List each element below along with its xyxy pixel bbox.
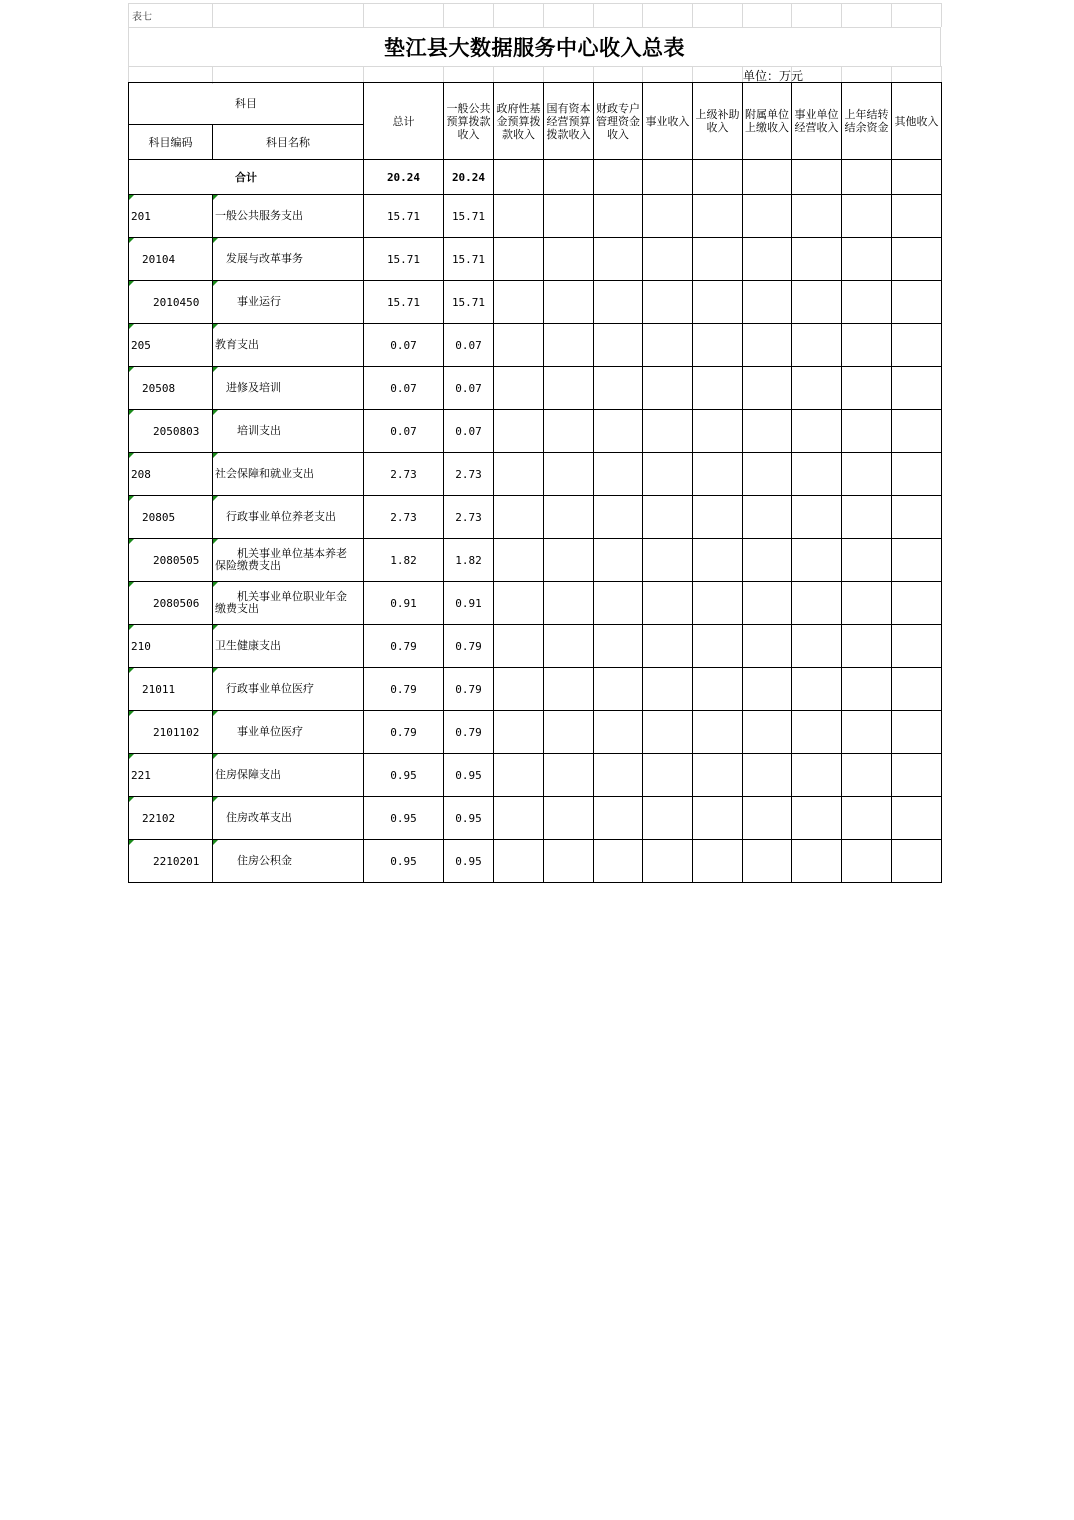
subject-code-cell: 20508: [129, 367, 213, 410]
empty-cell: [544, 711, 594, 754]
general-public-cell: 15.71: [444, 195, 494, 238]
empty-cell: [643, 453, 693, 496]
subject-code-cell: 22102: [129, 797, 213, 840]
empty-cell: [792, 625, 842, 668]
empty-cell: [792, 668, 842, 711]
empty-cell: [743, 711, 792, 754]
empty-cell: [544, 410, 594, 453]
empty-cell: [494, 324, 544, 367]
empty-cell: [892, 754, 942, 797]
sheet-header-area: [128, 3, 941, 84]
empty-cell: [892, 238, 942, 281]
empty-cell: [743, 754, 792, 797]
empty-cell: [842, 281, 892, 324]
table-row: [129, 625, 942, 668]
subject-code-cell: 2010450: [129, 281, 213, 324]
empty-cell: [643, 840, 693, 883]
subject-name-line2: 保险缴费支出: [215, 559, 281, 572]
empty-cell: [743, 840, 792, 883]
empty-cell: [892, 367, 942, 410]
empty-cell: [643, 797, 693, 840]
sheet-label-row: [128, 3, 941, 27]
empty-cell: [643, 539, 693, 582]
empty-cell: [643, 238, 693, 281]
empty-cell: [842, 625, 892, 668]
table-row: [129, 539, 942, 582]
empty-cell: [892, 840, 942, 883]
header-row-1: [129, 83, 942, 125]
subject-code-cell: 2050803: [129, 410, 213, 453]
empty-cell: [693, 238, 743, 281]
empty-cell: [643, 195, 693, 238]
empty-cell: [494, 195, 544, 238]
subject-name-cell: 培训支出: [213, 410, 364, 453]
empty-cell: [892, 668, 942, 711]
general-public-cell: 0.79: [444, 625, 494, 668]
header-subject-name: 科目名称: [213, 125, 364, 160]
empty-cell: [693, 711, 743, 754]
empty-cell: [494, 367, 544, 410]
table-row: [129, 582, 942, 625]
empty-cell: [594, 238, 643, 281]
sheet-label: 表七: [132, 12, 152, 23]
empty-cell: [792, 410, 842, 453]
empty-cell: [792, 754, 842, 797]
general-public-cell: 2.73: [444, 453, 494, 496]
subject-name-cell: 行政事业单位养老支出: [213, 496, 364, 539]
empty-cell: [693, 668, 743, 711]
general-public-cell: 0.95: [444, 797, 494, 840]
empty-cell: [544, 582, 594, 625]
empty-cell: [643, 754, 693, 797]
empty-cell: [693, 840, 743, 883]
total-cell: 2.73: [364, 453, 444, 496]
empty-cell: [892, 625, 942, 668]
empty-cell: [842, 410, 892, 453]
empty-cell: [544, 324, 594, 367]
empty-cell: [792, 281, 842, 324]
empty-cell: [792, 797, 842, 840]
empty-cell: [892, 539, 942, 582]
table-row: [129, 668, 942, 711]
total-label: 合计: [129, 160, 364, 195]
header-fiscal-special: 财政专户管理资金收入: [594, 83, 643, 160]
empty-cell: [594, 668, 643, 711]
empty-cell: [643, 367, 693, 410]
header-total: 总计: [364, 83, 444, 160]
subject-code-cell: 221: [129, 754, 213, 797]
empty-cell: [594, 410, 643, 453]
table-row: [129, 195, 942, 238]
empty-cell: [643, 582, 693, 625]
subject-code-cell: 20104: [129, 238, 213, 281]
total-cell: 0.95: [364, 840, 444, 883]
empty-cell: [792, 324, 842, 367]
empty-cell: [544, 281, 594, 324]
subject-name-cell: 社会保障和就业支出: [213, 453, 364, 496]
general-public-cell: 0.07: [444, 367, 494, 410]
table-row: [129, 797, 942, 840]
empty-cell: [643, 281, 693, 324]
empty-cell: [693, 367, 743, 410]
subject-name-line2: 缴费支出: [215, 602, 259, 615]
empty-cell: [643, 410, 693, 453]
empty-cell: [743, 797, 792, 840]
empty-cell: [594, 281, 643, 324]
empty-cell: [494, 582, 544, 625]
total-sum: 20.24: [364, 160, 444, 195]
empty-cell: [494, 668, 544, 711]
empty-cell: [892, 582, 942, 625]
table-row: [129, 367, 942, 410]
empty-cell: [544, 453, 594, 496]
empty-cell: [494, 754, 544, 797]
empty-cell: [544, 797, 594, 840]
subject-name-cell: 事业单位医疗: [213, 711, 364, 754]
general-public-cell: 0.95: [444, 754, 494, 797]
empty-cell: [842, 668, 892, 711]
total-cell: 0.91: [364, 582, 444, 625]
empty-cell: [643, 625, 693, 668]
empty-cell: [594, 625, 643, 668]
empty-cell: [743, 496, 792, 539]
empty-cell: [842, 324, 892, 367]
empty-cell: [743, 324, 792, 367]
total-cell: 0.79: [364, 668, 444, 711]
empty-cell: [693, 496, 743, 539]
total-cell: 0.07: [364, 410, 444, 453]
empty-cell: [693, 410, 743, 453]
empty-cell: [693, 453, 743, 496]
empty-cell: [743, 539, 792, 582]
subject-code-cell: 2080505: [129, 539, 213, 582]
empty-cell: [892, 797, 942, 840]
header-gov-fund: 政府性基金预算拨款收入: [494, 83, 544, 160]
subject-name-line1: 机关事业单位基本养老: [237, 547, 347, 560]
subject-name-line1: 机关事业单位职业年金: [237, 590, 347, 603]
empty-cell: [842, 453, 892, 496]
total-cell: 1.82: [364, 539, 444, 582]
table-row: [129, 410, 942, 453]
header-subject: 科目: [129, 83, 364, 125]
empty-cell: [842, 582, 892, 625]
header-subject-code: 科目编码: [129, 125, 213, 160]
empty-cell: [842, 711, 892, 754]
empty-cell: [594, 582, 643, 625]
total-cell: 0.79: [364, 711, 444, 754]
empty-cell: [892, 711, 942, 754]
empty-cell: [842, 496, 892, 539]
subject-name-cell: 卫生健康支出: [213, 625, 364, 668]
total-cell: 0.95: [364, 754, 444, 797]
subject-code-cell: 208: [129, 453, 213, 496]
header-business-income: 事业收入: [643, 83, 693, 160]
total-general: 20.24: [444, 160, 494, 195]
empty-cell: [743, 668, 792, 711]
empty-cell: [494, 797, 544, 840]
table-row: [129, 281, 942, 324]
unit-label: 单位：万元: [743, 69, 804, 83]
empty-cell: [544, 754, 594, 797]
table-row: [129, 238, 942, 281]
subject-name-cell: 住房公积金: [213, 840, 364, 883]
empty-cell: [494, 625, 544, 668]
page-title: 垫江县大数据服务中心收入总表: [384, 35, 685, 60]
header-other-income: 其他收入: [892, 83, 942, 160]
empty-cell: [494, 453, 544, 496]
empty-cell: [693, 281, 743, 324]
empty-cell: [842, 840, 892, 883]
general-public-cell: 15.71: [444, 238, 494, 281]
empty-cell: [544, 668, 594, 711]
subject-code-cell: 2080506: [129, 582, 213, 625]
total-cell: 2.73: [364, 496, 444, 539]
empty-cell: [594, 453, 643, 496]
subject-code-cell: 21011: [129, 668, 213, 711]
header-affiliated-payment: 附属单位上缴收入: [743, 83, 792, 160]
empty-cell: [792, 582, 842, 625]
subject-code-cell: 2101102: [129, 711, 213, 754]
empty-cell: [743, 195, 792, 238]
empty-cell: [892, 324, 942, 367]
empty-cell: [594, 840, 643, 883]
empty-cell: [494, 711, 544, 754]
subject-name-cell: 进修及培训: [213, 367, 364, 410]
empty-cell: [792, 840, 842, 883]
general-public-cell: 0.79: [444, 668, 494, 711]
empty-cell: [693, 582, 743, 625]
empty-cell: [842, 238, 892, 281]
empty-cell: [643, 324, 693, 367]
empty-cell: [743, 582, 792, 625]
subject-name-cell: 住房保障支出: [213, 754, 364, 797]
total-cell: 0.07: [364, 324, 444, 367]
empty-cell: [594, 711, 643, 754]
empty-cell: [693, 754, 743, 797]
table-row: [129, 324, 942, 367]
header-operating-income: 事业单位经营收入: [792, 83, 842, 160]
general-public-cell: 0.07: [444, 324, 494, 367]
total-row: [129, 160, 942, 195]
empty-cell: [892, 496, 942, 539]
empty-cell: [743, 410, 792, 453]
subject-code-cell: 2210201: [129, 840, 213, 883]
header-superior-subsidy: 上级补助收入: [693, 83, 743, 160]
empty-cell: [693, 324, 743, 367]
total-cell: 15.71: [364, 195, 444, 238]
total-cell: 15.71: [364, 238, 444, 281]
general-public-cell: 0.79: [444, 711, 494, 754]
header-carryover: 上年结转结余资金: [842, 83, 892, 160]
empty-cell: [792, 367, 842, 410]
general-public-cell: 1.82: [444, 539, 494, 582]
title-row: [128, 27, 941, 66]
total-cell: 0.79: [364, 625, 444, 668]
subject-name-cell: 事业运行: [213, 281, 364, 324]
empty-cell: [643, 668, 693, 711]
general-public-cell: 0.91: [444, 582, 494, 625]
empty-cell: [743, 281, 792, 324]
empty-cell: [594, 797, 643, 840]
subject-name-cell: 行政事业单位医疗: [213, 668, 364, 711]
empty-cell: [892, 453, 942, 496]
empty-cell: [792, 453, 842, 496]
empty-cell: [842, 754, 892, 797]
subject-name-cell: 发展与改革事务: [213, 238, 364, 281]
subject-code-cell: 20805: [129, 496, 213, 539]
table-row: [129, 453, 942, 496]
empty-cell: [842, 797, 892, 840]
general-public-cell: 0.07: [444, 410, 494, 453]
empty-cell: [743, 453, 792, 496]
subject-code-cell: 210: [129, 625, 213, 668]
subject-name-cell: [213, 539, 364, 582]
table-row: [129, 754, 942, 797]
empty-cell: [544, 195, 594, 238]
table-row: [129, 840, 942, 883]
empty-cell: [594, 496, 643, 539]
subject-name-cell: [213, 582, 364, 625]
empty-cell: [743, 625, 792, 668]
table-row: [129, 496, 942, 539]
empty-cell: [792, 539, 842, 582]
empty-cell: [643, 711, 693, 754]
header-general-public: 一般公共预算拨款收入: [444, 83, 494, 160]
empty-cell: [494, 539, 544, 582]
empty-cell: [494, 238, 544, 281]
empty-cell: [693, 797, 743, 840]
subject-code-cell: 201: [129, 195, 213, 238]
empty-cell: [643, 496, 693, 539]
subject-name-cell: 住房改革支出: [213, 797, 364, 840]
empty-cell: [892, 281, 942, 324]
empty-cell: [594, 324, 643, 367]
empty-cell: [494, 496, 544, 539]
empty-cell: [494, 410, 544, 453]
total-cell: 0.07: [364, 367, 444, 410]
empty-cell: [594, 539, 643, 582]
empty-cell: [892, 195, 942, 238]
empty-cell: [693, 195, 743, 238]
empty-cell: [792, 238, 842, 281]
empty-cell: [792, 195, 842, 238]
table-row: [129, 711, 942, 754]
subject-name-cell: 一般公共服务支出: [213, 195, 364, 238]
empty-cell: [693, 539, 743, 582]
general-public-cell: 2.73: [444, 496, 494, 539]
empty-cell: [494, 281, 544, 324]
general-public-cell: 15.71: [444, 281, 494, 324]
header-state-capital: 国有资本经营预算拨款收入: [544, 83, 594, 160]
empty-cell: [594, 367, 643, 410]
empty-cell: [842, 367, 892, 410]
empty-cell: [544, 238, 594, 281]
empty-cell: [594, 195, 643, 238]
empty-cell: [693, 625, 743, 668]
empty-cell: [842, 539, 892, 582]
subject-code-cell: 205: [129, 324, 213, 367]
total-cell: 15.71: [364, 281, 444, 324]
empty-cell: [594, 754, 643, 797]
empty-cell: [544, 840, 594, 883]
empty-cell: [842, 195, 892, 238]
total-cell: 0.95: [364, 797, 444, 840]
empty-cell: [792, 496, 842, 539]
empty-cell: [743, 367, 792, 410]
empty-cell: [544, 625, 594, 668]
empty-cell: [544, 539, 594, 582]
empty-cell: [544, 496, 594, 539]
empty-cell: [743, 238, 792, 281]
empty-cell: [792, 711, 842, 754]
subject-name-cell: 教育支出: [213, 324, 364, 367]
general-public-cell: 0.95: [444, 840, 494, 883]
empty-cell: [544, 367, 594, 410]
empty-cell: [494, 840, 544, 883]
income-table: [128, 82, 942, 883]
table-body: [129, 160, 942, 883]
empty-cell: [892, 410, 942, 453]
